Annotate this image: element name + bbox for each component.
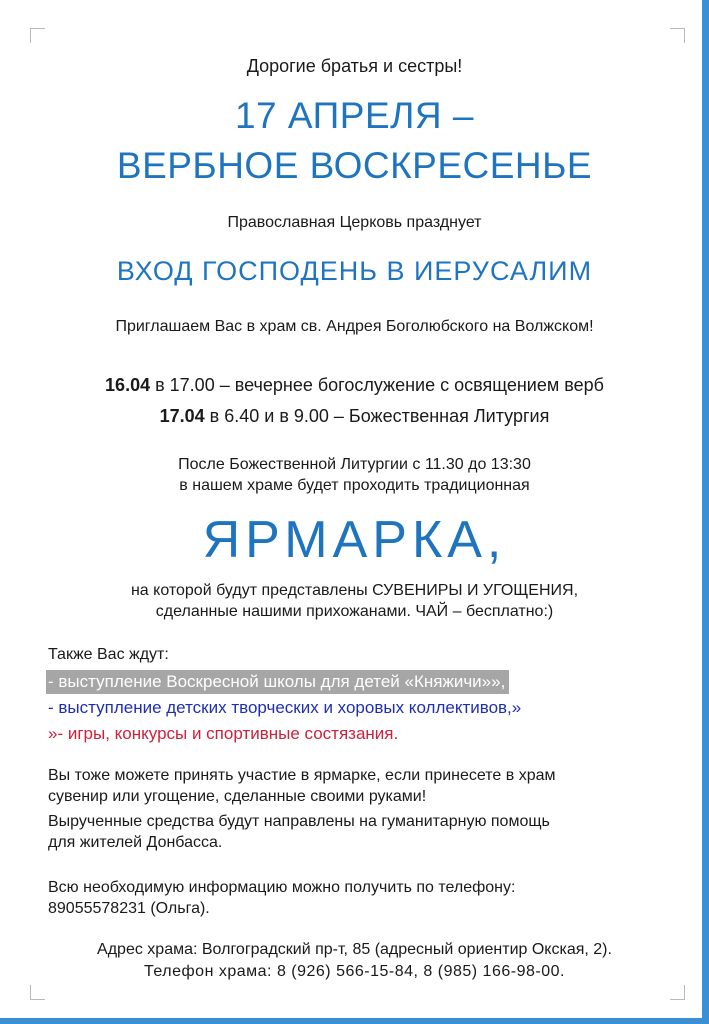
greeting: Дорогие братья и сестры! <box>246 56 463 76</box>
holiday-heading: ВЕРБНОЕ ВОСКРЕСЕНЬЕ <box>116 145 593 186</box>
after-liturgy-line: в нашем храме будет проходить традиционная <box>179 477 530 494</box>
fair-title: ЯРМАРКА, <box>202 511 507 569</box>
also-waiting-label: Также Вас ждут: <box>48 646 169 663</box>
schedule-date: 16.04 <box>105 375 151 395</box>
after-liturgy-line: После Божественной Литургии с 11.30 до 13:30 <box>178 456 531 473</box>
crop-mark-bottom-right <box>670 985 685 1000</box>
fair-subtitle-line: сделанные нашими прихожанами. ЧАЙ – бесплатно:) <box>155 603 554 620</box>
crop-mark-bottom-left <box>30 985 45 1000</box>
activity-item: »- игры, конкурсы и спортивные состязания. <box>48 724 399 743</box>
contact-phone-text: 89055578231 (Ольга). <box>48 900 210 917</box>
date-heading: 17 АПРЕЛЯ – <box>234 95 474 136</box>
schedule-item <box>0 375 709 396</box>
crop-mark-top-right <box>670 28 685 43</box>
schedule-item <box>0 406 709 427</box>
contact-info-text: Всю необходимую информацию можно получить по телефону: <box>48 879 516 896</box>
participation-text: сувенир или угощение, сделанные своими руками! <box>48 788 427 805</box>
feast-heading: ВХОД ГОСПОДЕНЬ В ИЕРУСАЛИМ <box>116 256 593 286</box>
church-address: Адрес храма: Волгоградский пр-т, 85 (адресный ориентир Окская, 2). <box>97 941 612 958</box>
donation-text: Вырученные средства будут направлены на гуманитарную помощь <box>48 813 550 830</box>
schedule-date: 17.04 <box>159 406 205 426</box>
church-celebrates-text: Православная Церковь празднует <box>227 214 482 231</box>
activity-item-highlighted: - выступление Воскресной школы для детей «Княжичи»», <box>46 670 509 694</box>
schedule-text: в 17.00 – вечернее богослужение с освящением верб <box>150 375 604 395</box>
crop-mark-top-left <box>30 28 45 43</box>
activity-item: - выступление детских творческих и хоровых коллективов,» <box>48 698 522 717</box>
participation-text: Вы тоже можете принять участие в ярмарке, если принесете в храм <box>48 767 556 784</box>
page-border-bottom <box>0 1018 709 1024</box>
donation-text: для жителей Донбасса. <box>48 834 223 851</box>
church-phone: Телефон храма: 8 (926) 566-15-84, 8 (985) 166-98-00. <box>144 963 565 980</box>
fair-subtitle-line: на которой будут представлены СУВЕНИРЫ И УГОЩЕНИЯ, <box>130 582 579 599</box>
invitation-text: Приглашаем Вас в храм св. Андрея Боголюбского на Волжском! <box>115 318 594 335</box>
schedule-text: в 6.40 и в 9.00 – Божественная Литургия <box>204 406 550 426</box>
